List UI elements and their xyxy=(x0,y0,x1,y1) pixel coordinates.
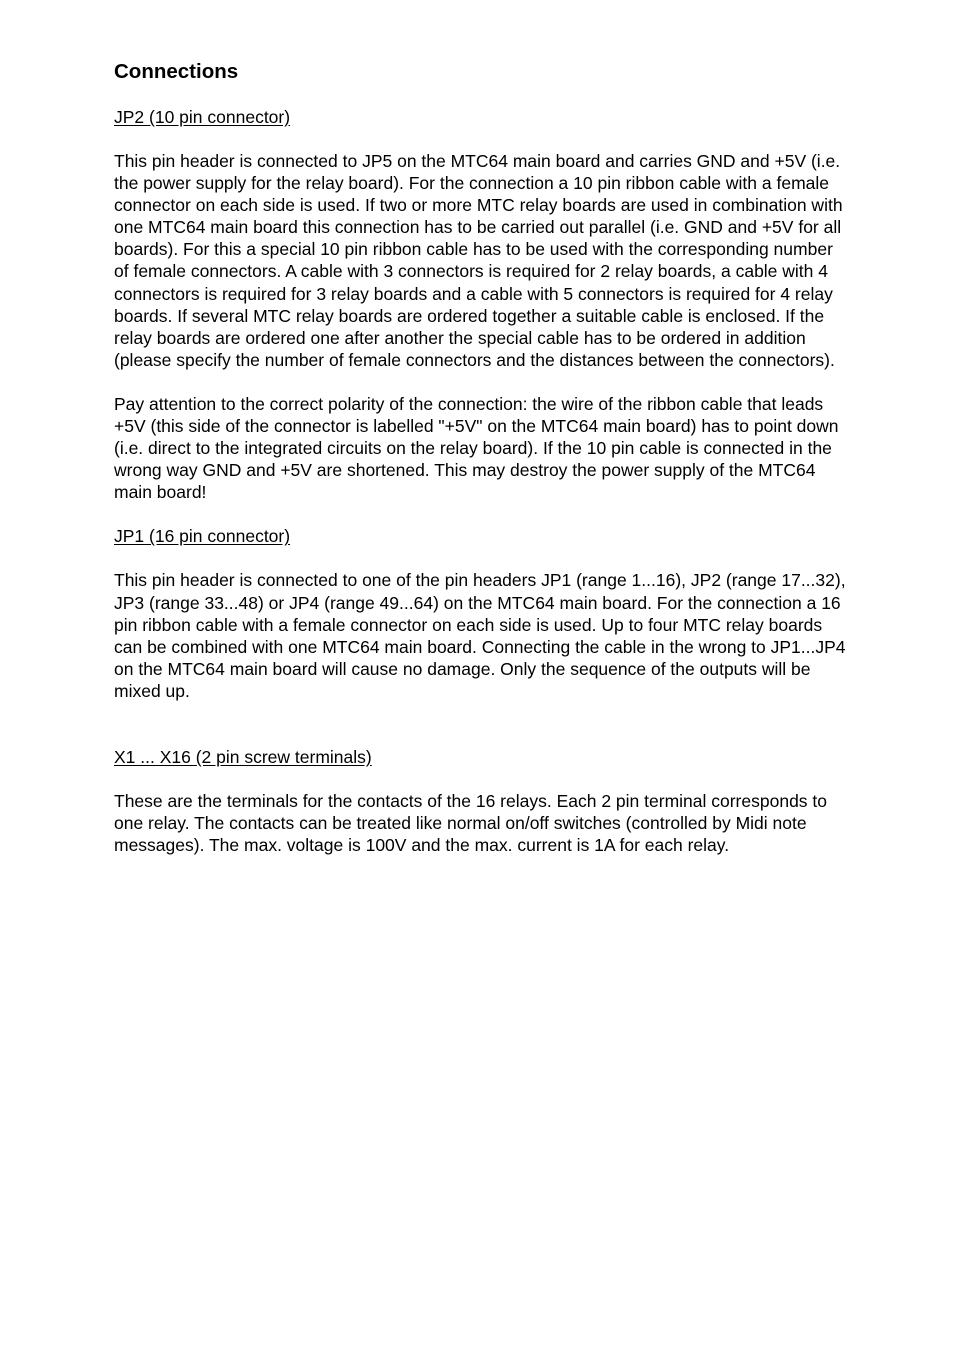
paragraph-jp2-description: This pin header is connected to JP5 on the MTC64 main board and carries GND and +5V (i.e. the power supply for the relay board). For the connection a 10 pin ribbon cable with a female connector on each side is used. If two or more MTC relay boards are used in combination with one MTC64 main board this connection has to be carried out parallel (i.e. GND and +5V for all boards). For this a special 10 pin ribbon cable has to be used with the corresponding number of female connectors. A cable with 3 connectors is required for 2 relay boards, a cable with 4 connectors is required for 3 relay boards and a cable with 5 connectors is required for 4 relay boards. If several MTC relay boards are ordered together a suitable cable is enclosed. If the relay boards are ordered one after another the special cable has to be ordered in addition (please specify the number of female connectors and the distances between the connectors). xyxy=(114,151,843,370)
paragraph-screw-terminals-description: These are the terminals for the contacts of the 16 relays. Each 2 pin terminal corresponds to one relay. The contacts can be treated like normal on/off switches (controlled by Midi note messages). The max. voltage is 100V and the max. current is 1A for each relay. xyxy=(114,790,828,856)
section-heading-jp2: JP2 (10 pin connector) xyxy=(114,107,291,127)
page-title: Connections xyxy=(114,60,239,83)
paragraph-jp1-description: This pin header is connected to one of the pin headers JP1 (range 1...16), JP2 (range 17...32), JP3 (range 33...48) or JP4 (range 49...64) on the MTC64 main board. For the connection a 16 pin ribbon cable with a female connector on each side is used. Up to four MTC relay boards can be combined with one MTC64 main board. Connecting the cable in the wrong to JP1...JP4 on the MTC64 main board will cause no damage. Only the sequence of the outputs will be mixed up. xyxy=(114,570,846,701)
document-page xyxy=(114,58,849,856)
section-heading-screw-terminals: X1 ... X16 (2 pin screw terminals) xyxy=(114,746,372,767)
paragraph-jp2-polarity: Pay attention to the correct polarity of the connection: the wire of the ribbon cable that leads +5V (this side of the connector is labelled "+5V" on the MTC64 main board) has to point down (i.e. direct to the integrated circuits on the relay board). If the 10 pin cable is connected in the wrong way GND and +5V are shortened. This may destroy the power supply of the MTC64 main board! xyxy=(114,393,839,503)
section-heading-jp1: JP1 (16 pin connector) xyxy=(114,526,291,547)
